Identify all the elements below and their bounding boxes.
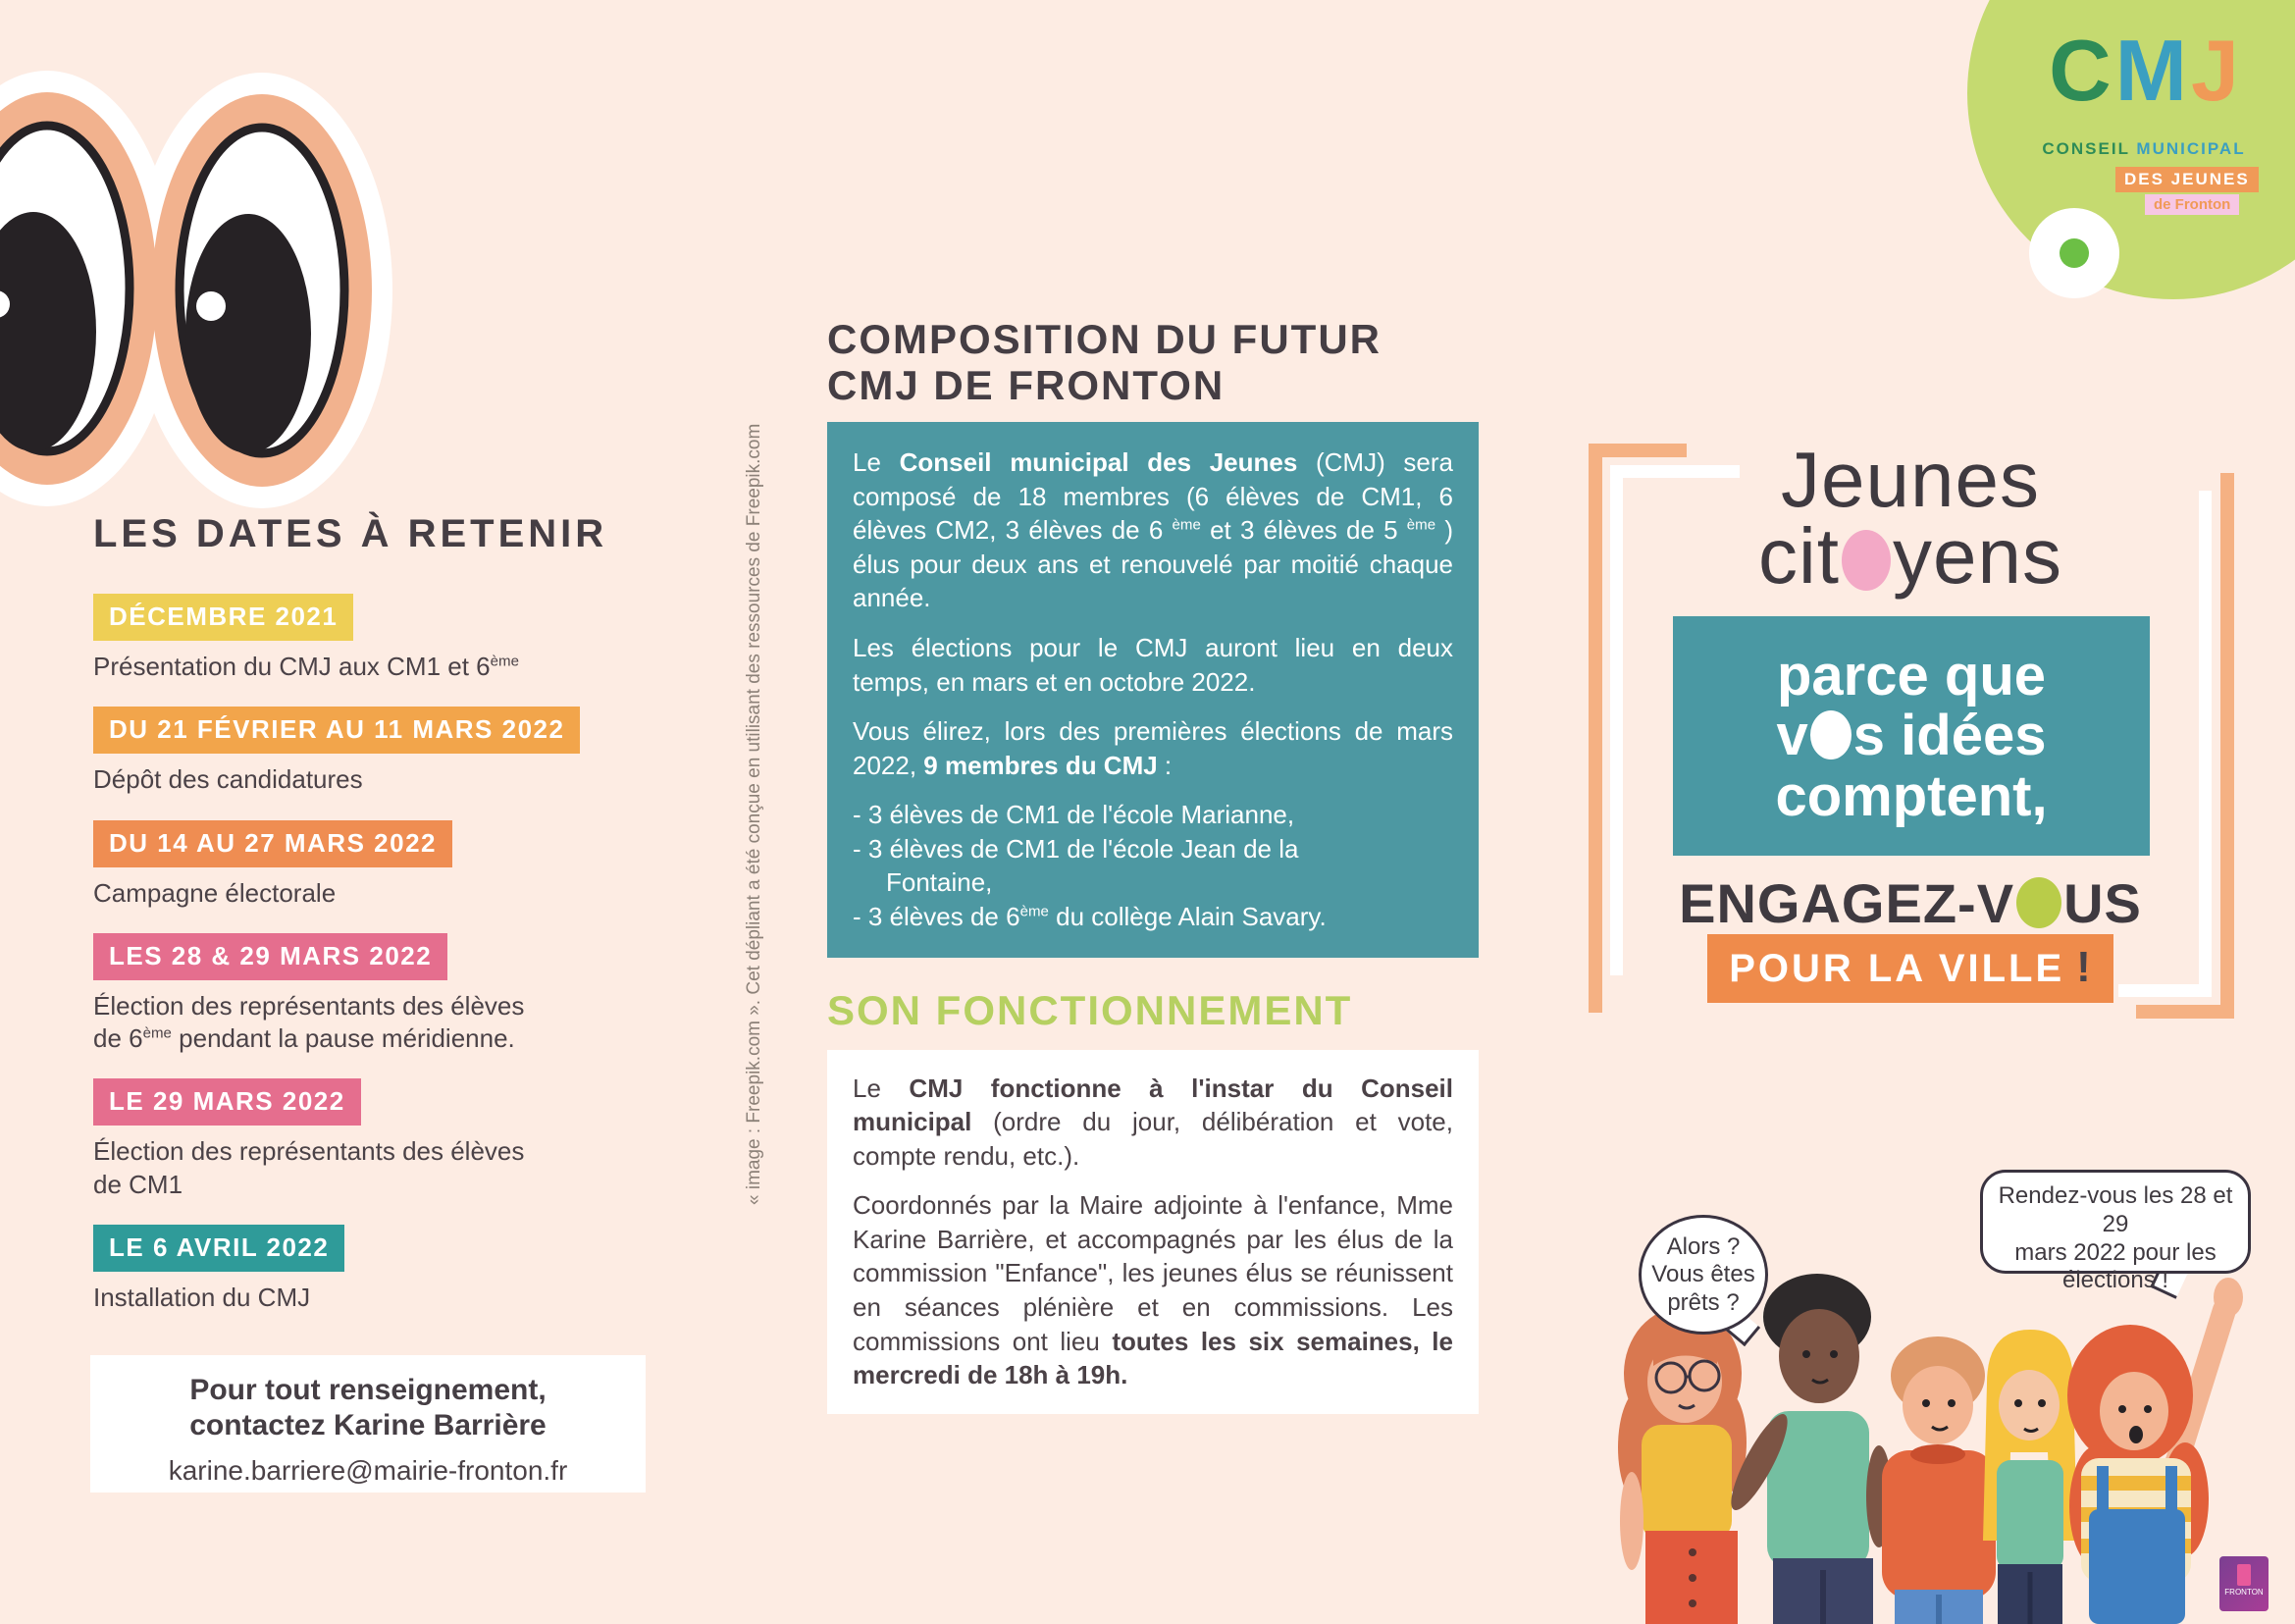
event-item — [93, 594, 657, 683]
bracket-left-vertical — [1589, 444, 1602, 1013]
composition-list — [853, 798, 1453, 933]
white-dot-letter-o — [1810, 710, 1852, 760]
quote-line-3: comptent, — [1775, 763, 2048, 828]
cmj-logo-letters — [2023, 22, 2269, 119]
event-item — [93, 1225, 657, 1314]
image-credit: « image : Freepik.com ». Cet dépliant a été conçue en utilisant des ressources de Freepik.com — [744, 423, 764, 1205]
quote-line-2: v s idées — [1776, 704, 2047, 768]
event-desc: Élection des représentants des élèves de 6ème pendant la pause méridienne. — [93, 990, 525, 1054]
bracket-right-white-vertical — [2199, 491, 2212, 997]
engagez-vous-line: ENGAGEZ-V US — [1679, 872, 2142, 934]
speech-bubble-left: Alors ? Vous êtes prêts ? — [1639, 1215, 1768, 1335]
event-date-badge: DU 21 FÉVRIER AU 11 MARS 2022 — [93, 707, 580, 754]
composition-info-box — [827, 422, 1479, 958]
pour-la-ville-wrap — [1668, 934, 2153, 1003]
composition-list-item: - 3 élèves de CM1 de l'école Jean de la — [853, 833, 1299, 864]
logo-conseil-municipal: CONSEIL MUNICIPAL — [2042, 139, 2246, 158]
event-item — [93, 1078, 657, 1201]
fronton-logo-text: FRONTON — [2224, 1588, 2264, 1597]
event-desc: Campagne électorale — [93, 877, 337, 908]
event-desc: Élection des représentants des élèves de CM1 — [93, 1136, 525, 1199]
contact-line-1: Pour tout renseignement, — [189, 1374, 547, 1406]
fonctionnement-paragraph: Coordonnés par la Maire adjointe à l'enfance, Mme Karine Barrière, et accompagnés par les élus de la commission "Enfance", les jeunes élus se réunissent en séances plénière et en commissions. Les commissions ont lieu toutes les six semaines, le mercredi de 18h à 19h. — [853, 1190, 1453, 1390]
girl-blonde — [1983, 1330, 2077, 1624]
composition-paragraph: Le Conseil municipal des Jeunes (CMJ) sera composé de 18 membres (6 élèves de CM1, 6 élèves CM2, 3 élèves de 6 $^{ème}$ et 3 élèves de 5 $^{ème}$ ) élus pour deux ans et renouvelé par moitié chaque année. — [853, 447, 1453, 613]
logo-letter-c: C — [2049, 22, 2115, 119]
dates-column — [93, 512, 657, 1337]
logo-de-fronton: de Fronton — [2145, 194, 2239, 215]
bracket-left-white-vertical — [1610, 465, 1623, 975]
event-date-badge: LE 29 MARS 2022 — [93, 1078, 361, 1126]
composition-title: COMPOSITION DU FUTUR CMJ DE FRONTON — [827, 316, 1382, 409]
event-desc: Présentation du CMJ aux CM1 et 6ème — [93, 652, 519, 681]
event-date-badge: DU 14 AU 27 MARS 2022 — [93, 820, 452, 867]
event-item — [93, 820, 657, 910]
event-date-badge: LE 6 AVRIL 2022 — [93, 1225, 344, 1272]
logo-green-dot — [2060, 238, 2089, 268]
logo-des-jeunes: DES JEUNES — [2115, 167, 2259, 192]
fronton-town-logo — [2219, 1556, 2269, 1611]
boy-orange-sweater — [1882, 1336, 1996, 1624]
event-date-badge: DÉCEMBRE 2021 — [93, 594, 353, 641]
slogan-headline — [1668, 436, 2153, 601]
composition-paragraph: Les élections pour le CMJ auront lieu en deux temps, en mars et en octobre 2022. — [853, 632, 1453, 697]
bracket-right-horizontal — [2136, 1005, 2234, 1019]
contact-line-2: contactez Karine Barrière — [189, 1409, 547, 1441]
girl-with-glasses — [1618, 1307, 1747, 1624]
pour-la-ville-badge: POUR LA VILLE ! — [1707, 934, 2113, 1003]
green-dot-letter-o — [2016, 877, 2061, 928]
event-desc: Dépôt des candidatures — [93, 764, 363, 795]
quote-line-1: parce que — [1777, 643, 2046, 707]
composition-list-item: - 3 élèves de 6ème du collège Alain Savary. — [853, 902, 1327, 931]
contact-box — [90, 1355, 646, 1493]
event-item — [93, 933, 657, 1056]
composition-list-item: Fontaine, — [886, 867, 993, 898]
pink-dot-letter-o — [1842, 530, 1891, 591]
logo-letter-m: M — [2114, 22, 2191, 119]
slogan-line-1: Jeunes — [1781, 436, 2040, 523]
dates-title: LES DATES À RETENIR — [93, 512, 608, 555]
fonctionnement-heading: SON FONCTIONNEMENT — [827, 986, 1353, 1033]
composition-list-item: - 3 élèves de CM1 de l'école Marianne, — [853, 800, 1295, 830]
speech-bubble-right: Rendez-vous les 28 et 29 mars 2022 pour les élections ! — [1980, 1170, 2251, 1274]
event-date-badge: LES 28 & 29 MARS 2022 — [93, 933, 447, 980]
exclamation-mark: ! — [2076, 943, 2094, 991]
cartoon-eyes-illustration — [0, 59, 412, 510]
event-desc: Installation du CMJ — [93, 1282, 311, 1312]
fonctionnement-box — [827, 1050, 1479, 1414]
logo-letter-j: J — [2190, 22, 2243, 119]
bracket-right-vertical — [2220, 473, 2234, 1019]
fronton-logo-mark — [2237, 1564, 2251, 1586]
fonctionnement-paragraph: Le CMJ fonctionne à l'instar du Conseil municipal (ordre du jour, délibération et vote, compte rendu, etc.). — [853, 1073, 1453, 1171]
composition-paragraph: Vous élirez, lors des premières élections de mars 2022, 9 membres du CMJ : — [853, 716, 1453, 780]
contact-email: karine.barriere@mairie-fronton.fr — [168, 1455, 568, 1486]
slogan-quote-box — [1673, 616, 2150, 856]
composition-column — [827, 316, 1479, 1414]
slogan-line-2: cit yens — [1758, 512, 2062, 601]
event-item — [93, 707, 657, 796]
girl-waving — [2067, 1278, 2243, 1624]
